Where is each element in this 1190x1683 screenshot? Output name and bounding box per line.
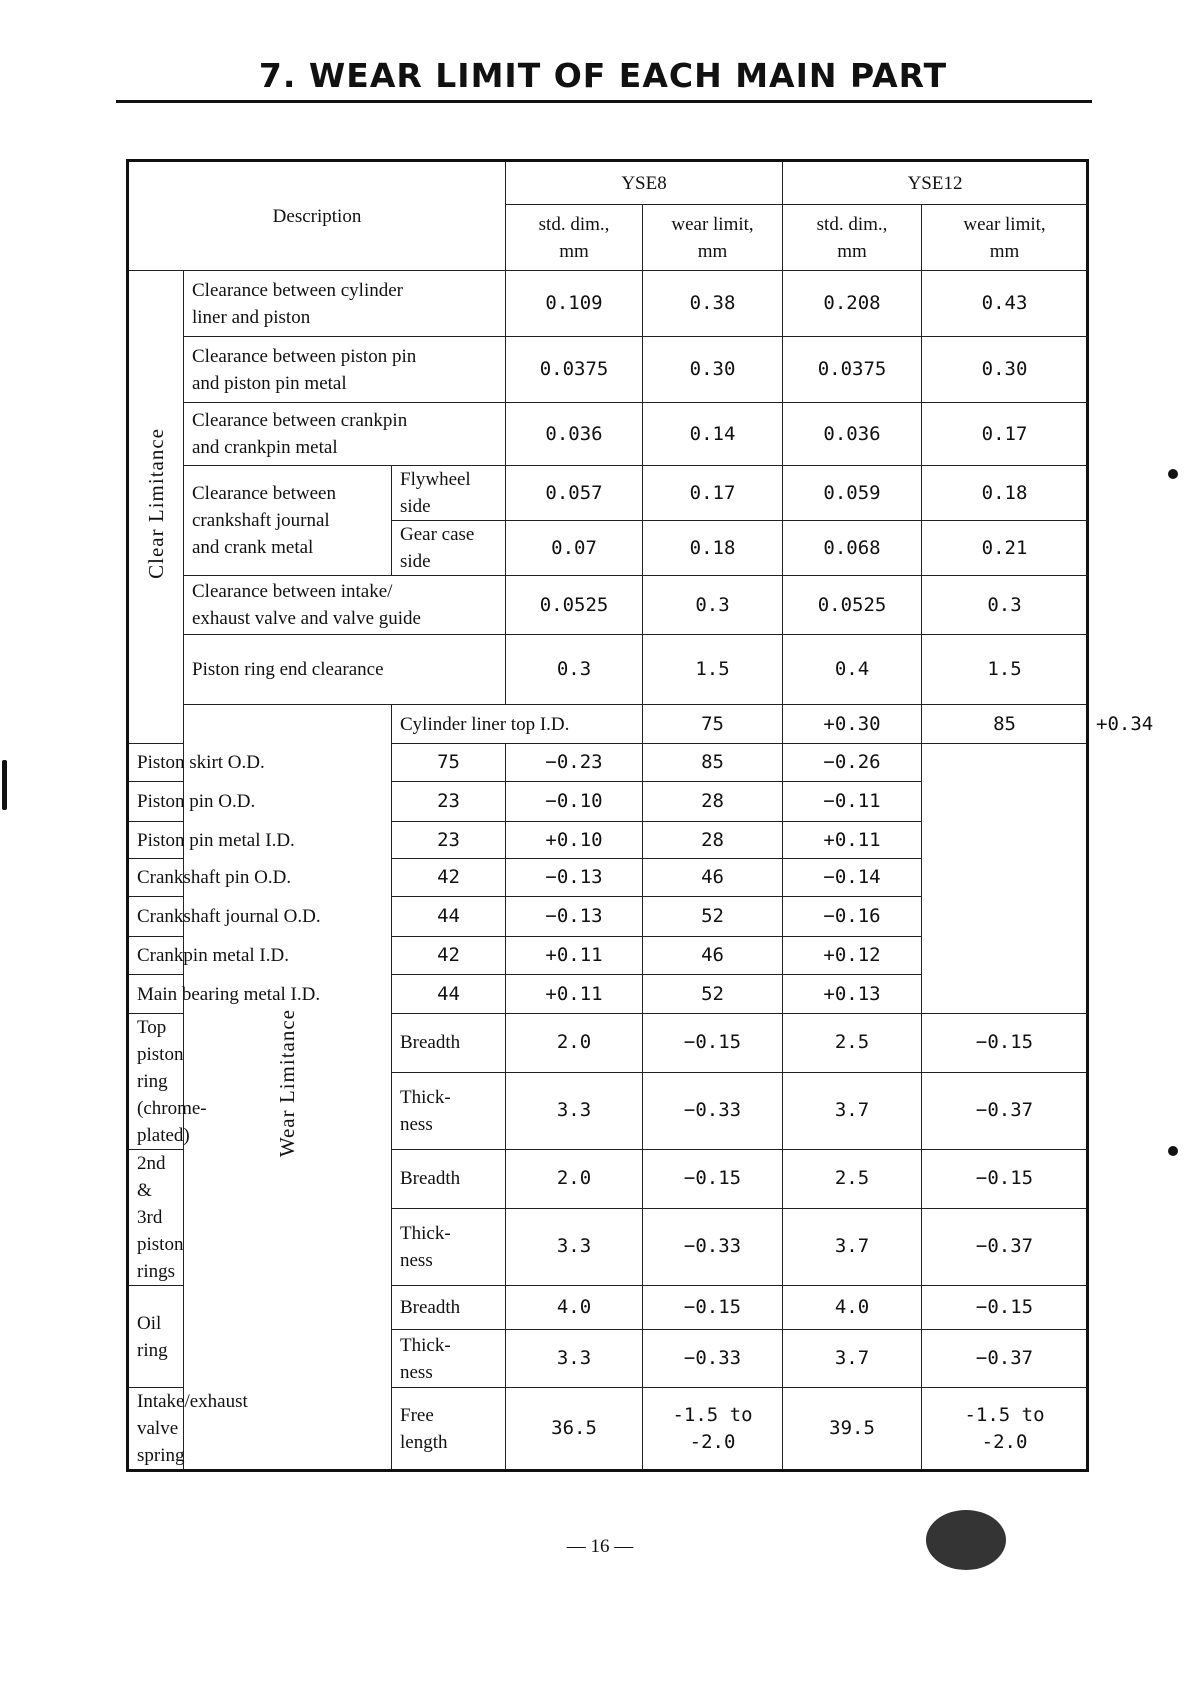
yse8-std-dim-cell: 42 [392, 937, 506, 975]
table-row [128, 403, 1088, 466]
scan-speck [1168, 469, 1178, 479]
row-description: Crankpin metal I.D. [128, 937, 392, 975]
yse8-std-dim-cell: 4.0 [506, 1286, 643, 1330]
yse12-std-dim-cell: 52 [643, 897, 783, 937]
row-description: Clearance between cylinder liner and piston [184, 271, 506, 337]
scan-speck [1168, 1146, 1178, 1156]
yse8-wear-limit-cell: −0.10 [506, 782, 643, 822]
std-dim-header: std. dim., mm [506, 205, 643, 271]
yse12-wear-limit-cell: −0.37 [922, 1330, 1088, 1388]
yse12-wear-limit-cell: −0.15 [922, 1150, 1088, 1209]
yse8-wear-limit-cell: −0.13 [506, 897, 643, 937]
yse8-std-dim-cell: 0.3 [506, 635, 643, 705]
yse8-wear-limit-cell: −0.33 [643, 1330, 783, 1388]
table-row [128, 782, 1088, 822]
row-sub-label: Thick- ness [392, 1072, 506, 1149]
yse8-std-dim-cell: 0.0525 [506, 576, 643, 635]
yse8-wear-limit-cell: −0.13 [506, 859, 643, 897]
row-sub-label: Breadth [392, 1014, 506, 1073]
yse8-wear-limit-cell: −0.23 [506, 744, 643, 782]
row-description: Cylinder liner top I.D. [392, 705, 643, 744]
row-description: Clearance between crankshaft journal and crank metal [184, 466, 392, 576]
row-description: Main bearing metal I.D. [128, 975, 392, 1014]
row-sub-label: Thick- ness [392, 1330, 506, 1388]
page-title: 7. WEAR LIMIT OF EACH MAIN PART [258, 56, 948, 95]
yse8-wear-limit-cell: 0.18 [643, 521, 783, 576]
row-sub-label: Flywheel side [392, 466, 506, 521]
yse12-std-dim-cell: 0.068 [783, 521, 922, 576]
yse12-wear-limit-cell: −0.26 [783, 744, 922, 782]
yse8-std-dim-cell: 23 [392, 822, 506, 859]
yse8-std-dim-cell: 36.5 [506, 1388, 643, 1471]
yse12-std-dim-cell: 0.208 [783, 271, 922, 337]
row-description: Crankshaft pin O.D. [128, 859, 392, 897]
yse8-wear-limit-cell: +0.11 [506, 975, 643, 1014]
yse8-wear-limit-cell: 0.30 [643, 337, 783, 403]
yse12-wear-limit-cell: −0.14 [783, 859, 922, 897]
wear-limit-table [126, 159, 1154, 1472]
yse12-std-dim-cell: 39.5 [783, 1388, 922, 1471]
yse12-wear-limit-cell: 0.43 [922, 271, 1088, 337]
table-row [128, 576, 1088, 635]
yse12-wear-limit-cell: +0.12 [783, 937, 922, 975]
yse8-std-dim-cell: 44 [392, 897, 506, 937]
yse12-std-dim-cell: 0.036 [783, 403, 922, 466]
row-description: Clearance between piston pin and piston pin metal [184, 337, 506, 403]
yse12-wear-limit-cell: 0.21 [922, 521, 1088, 576]
yse12-wear-limit-cell: -1.5 to -2.0 [922, 1388, 1088, 1471]
table-row [128, 337, 1088, 403]
std-dim-header: std. dim., mm [783, 205, 922, 271]
yse12-wear-limit-cell: 0.30 [922, 337, 1088, 403]
yse8-wear-limit-cell: 0.17 [643, 466, 783, 521]
row-description: Piston pin metal I.D. [128, 822, 392, 859]
yse8-wear-limit-cell: 1.5 [643, 635, 783, 705]
table-row [128, 466, 1088, 521]
section-label: Clear Limitance [128, 271, 184, 744]
yse8-wear-limit-cell: −0.33 [643, 1208, 783, 1285]
table-row: Wear Limitance Cylinder liner top I.D. 75 +0.30 85 +0.34 [128, 705, 1088, 744]
title-underline [116, 100, 1092, 103]
row-description: 2nd & 3rd piston rings [128, 1150, 184, 1286]
scan-speck [2, 760, 7, 810]
row-sub-label: Breadth [392, 1150, 506, 1209]
yse8-std-dim-cell: 0.057 [506, 466, 643, 521]
wear-limit-header: wear limit, mm [922, 205, 1088, 271]
yse12-wear-limit-cell: −0.15 [922, 1014, 1088, 1073]
row-sub-label: Breadth [392, 1286, 506, 1330]
yse8-wear-limit-cell: −0.15 [643, 1014, 783, 1073]
row-description: Piston pin O.D. [128, 782, 392, 822]
yse8-std-dim-cell: 2.0 [506, 1150, 643, 1209]
table-row [128, 975, 1088, 1014]
yse12-wear-limit-cell: +0.11 [783, 822, 922, 859]
row-description: Piston ring end clearance [184, 635, 506, 705]
yse8-std-dim-cell: 0.07 [506, 521, 643, 576]
yse12-wear-limit-cell: 1.5 [922, 635, 1088, 705]
yse8-wear-limit-cell: +0.10 [506, 822, 643, 859]
yse8-std-dim-cell: 42 [392, 859, 506, 897]
yse12-std-dim-cell: 52 [643, 975, 783, 1014]
yse12-wear-limit-cell: −0.16 [783, 897, 922, 937]
table-row [128, 937, 1088, 975]
yse12-std-dim-cell: 46 [643, 859, 783, 897]
row-description: Clearance between intake/ exhaust valve and valve guide [184, 576, 506, 635]
model-header-yse12: YSE12 [783, 161, 1088, 205]
yse8-std-dim-cell: 44 [392, 975, 506, 1014]
model-header-yse8: YSE8 [506, 161, 783, 205]
row-sub-label: Free length [392, 1388, 506, 1471]
scan-speck [926, 1510, 1006, 1570]
yse12-std-dim-cell: 4.0 [783, 1286, 922, 1330]
yse8-std-dim-cell: 0.0375 [506, 337, 643, 403]
yse12-std-dim-cell: 2.5 [783, 1150, 922, 1209]
table-row [128, 635, 1088, 705]
table-row [128, 744, 1088, 782]
yse12-std-dim-cell: 85 [643, 744, 783, 782]
yse12-std-dim-cell: 85 [922, 705, 1088, 744]
description-header: Description [128, 161, 506, 271]
yse12-wear-limit-cell: 0.18 [922, 466, 1088, 521]
yse12-std-dim-cell: 0.059 [783, 466, 922, 521]
yse8-std-dim-cell: 75 [392, 744, 506, 782]
section-label: Wear Limitance [184, 705, 392, 1471]
yse12-std-dim-cell: 46 [643, 937, 783, 975]
table-body [128, 161, 1154, 1471]
row-description: Oil ring [128, 1286, 184, 1388]
yse8-wear-limit-cell: 0.14 [643, 403, 783, 466]
yse12-wear-limit-cell: −0.11 [783, 782, 922, 822]
yse8-wear-limit-cell: −0.15 [643, 1286, 783, 1330]
yse12-wear-limit-cell: −0.15 [922, 1286, 1088, 1330]
row-description: Piston skirt O.D. [128, 744, 392, 782]
yse8-wear-limit-cell: −0.15 [643, 1150, 783, 1209]
yse8-wear-limit-cell: −0.33 [643, 1072, 783, 1149]
table-row [128, 859, 1088, 897]
table-row [128, 271, 1088, 337]
yse12-std-dim-cell: 0.0375 [783, 337, 922, 403]
yse8-std-dim-cell: 23 [392, 782, 506, 822]
row-description: Intake/exhaust valve spring [128, 1388, 184, 1471]
table-row [128, 822, 1088, 859]
yse12-std-dim-cell: 3.7 [783, 1208, 922, 1285]
yse8-wear-limit-cell: 0.38 [643, 271, 783, 337]
page-number: — 16 — [566, 1536, 634, 1557]
row-description: Clearance between crankpin and crankpin metal [184, 403, 506, 466]
yse12-std-dim-cell: 28 [643, 822, 783, 859]
yse8-std-dim-cell: 3.3 [506, 1072, 643, 1149]
yse8-std-dim-cell: 0.109 [506, 271, 643, 337]
yse8-std-dim-cell: 75 [643, 705, 783, 744]
yse8-std-dim-cell: 0.036 [506, 403, 643, 466]
header-row-models [128, 161, 1088, 205]
row-description: Crankshaft journal O.D. [128, 897, 392, 937]
row-description: Top piston ring (chrome-plated) [128, 1014, 184, 1150]
yse8-std-dim-cell: 3.3 [506, 1208, 643, 1285]
yse12-std-dim-cell: 0.0525 [783, 576, 922, 635]
yse8-wear-limit-cell: 0.3 [643, 576, 783, 635]
yse12-wear-limit-cell: +0.13 [783, 975, 922, 1014]
yse12-wear-limit-cell: −0.37 [922, 1208, 1088, 1285]
yse12-std-dim-cell: 0.4 [783, 635, 922, 705]
yse8-wear-limit-cell: -1.5 to -2.0 [643, 1388, 783, 1471]
yse12-std-dim-cell: 28 [643, 782, 783, 822]
yse8-wear-limit-cell: +0.11 [506, 937, 643, 975]
yse8-std-dim-cell: 2.0 [506, 1014, 643, 1073]
yse8-wear-limit-cell: +0.30 [783, 705, 922, 744]
wear-limit-header: wear limit, mm [643, 205, 783, 271]
yse12-std-dim-cell: 3.7 [783, 1072, 922, 1149]
row-sub-label: Gear case side [392, 521, 506, 576]
yse12-wear-limit-cell: 0.17 [922, 403, 1088, 466]
table-row [128, 897, 1088, 937]
yse12-wear-limit-cell: −0.37 [922, 1072, 1088, 1149]
row-sub-label: Thick- ness [392, 1208, 506, 1285]
yse12-std-dim-cell: 2.5 [783, 1014, 922, 1073]
yse12-std-dim-cell: 3.7 [783, 1330, 922, 1388]
yse12-wear-limit-cell: 0.3 [922, 576, 1088, 635]
yse8-std-dim-cell: 3.3 [506, 1330, 643, 1388]
